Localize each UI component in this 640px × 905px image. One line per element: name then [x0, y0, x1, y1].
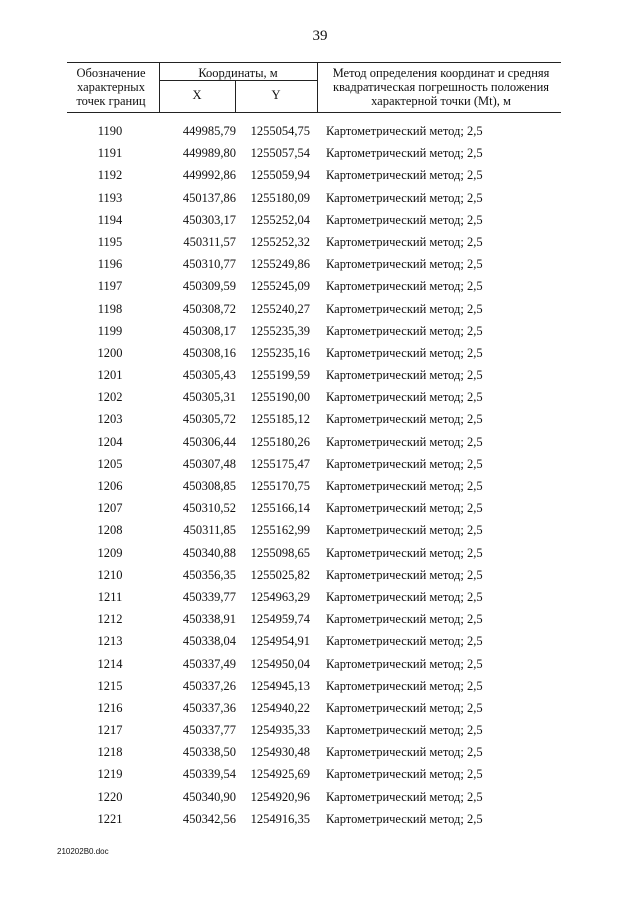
table-row — [0, 655, 640, 677]
table-row — [0, 122, 640, 144]
coord-y: 1254935,33 — [250, 723, 310, 738]
point-number: 1219 — [97, 767, 123, 782]
point-number: 1213 — [97, 634, 123, 649]
coord-x: 449989,80 — [182, 146, 236, 161]
header-x: X — [192, 88, 202, 102]
table-row — [0, 610, 640, 632]
table-row — [0, 632, 640, 654]
coord-y: 1255249,86 — [250, 257, 310, 272]
point-number: 1212 — [97, 612, 123, 627]
coord-x: 450311,85 — [183, 523, 236, 538]
coord-x: 450337,77 — [182, 723, 236, 738]
table-row — [0, 388, 640, 410]
coord-y: 1255190,00 — [250, 390, 310, 405]
coord-x: 450308,85 — [182, 479, 236, 493]
method-cell: Картометрический метод; 2,5 — [326, 412, 483, 427]
method-cell: Картометрический метод; 2,5 — [326, 634, 483, 649]
coord-x: 450305,31 — [182, 390, 236, 405]
method-cell: Картометрический метод; 2,5 — [326, 789, 483, 804]
point-number: 1220 — [97, 789, 123, 804]
footer-filename: 210202B0.doc — [57, 847, 109, 856]
coord-x: 450339,77 — [182, 589, 236, 604]
coord-x: 450337,49 — [182, 656, 236, 671]
coord-x: 450311,57 — [183, 234, 236, 249]
page-number: 39 — [312, 28, 328, 44]
method-cell: Картометрический метод; 2,5 — [326, 567, 483, 582]
point-number: 1218 — [97, 745, 123, 760]
method-cell: Картометрический метод; 2,5 — [326, 301, 483, 316]
table-row — [0, 211, 640, 233]
point-number: 1195 — [97, 234, 123, 249]
point-number: 1211 — [97, 589, 123, 604]
method-cell: Картометрический метод; 2,5 — [326, 323, 483, 338]
table-row — [0, 166, 640, 188]
coord-y: 1254916,35 — [250, 811, 310, 826]
coord-y: 1254925,69 — [250, 767, 310, 782]
method-cell: Картометрический метод; 2,5 — [326, 345, 483, 360]
point-number: 1192 — [97, 168, 123, 183]
point-number: 1209 — [97, 545, 123, 560]
header-designation: Обозначение характерных точек границ — [76, 66, 146, 108]
point-number: 1203 — [97, 412, 123, 427]
method-cell: Картометрический метод; 2,5 — [326, 124, 483, 138]
method-cell: Картометрический метод; 2,5 — [326, 479, 483, 493]
table-row — [0, 743, 640, 765]
coord-x: 450307,48 — [182, 456, 236, 471]
point-number: 1214 — [97, 656, 123, 671]
table-row — [0, 521, 640, 543]
coord-x: 450340,90 — [182, 789, 236, 804]
coord-y: 1254963,29 — [250, 589, 310, 604]
coord-y: 1255180,26 — [250, 434, 310, 449]
header-coordinates: Координаты, м — [198, 66, 278, 80]
point-number: 1198 — [97, 301, 123, 316]
method-cell: Картометрический метод; 2,5 — [326, 589, 483, 604]
coord-x: 450310,77 — [182, 257, 236, 272]
point-number: 1190 — [97, 124, 123, 138]
method-cell: Картометрический метод; 2,5 — [326, 656, 483, 671]
point-number: 1210 — [97, 567, 123, 582]
coord-y: 1255252,32 — [250, 234, 310, 249]
coord-x: 450337,36 — [182, 700, 236, 715]
table-row — [0, 410, 640, 432]
header-method: Метод определения координат и средняя квадратическая погрешность положения характерной точки (Mt), м — [332, 66, 550, 108]
method-cell: Картометрический метод; 2,5 — [326, 434, 483, 449]
method-cell: Картометрический метод; 2,5 — [326, 678, 483, 693]
coord-y: 1255180,09 — [250, 190, 310, 205]
coord-x: 450308,17 — [182, 323, 236, 338]
coord-y: 1255166,14 — [250, 501, 310, 516]
method-cell: Картометрический метод; 2,5 — [326, 612, 483, 627]
table-row — [0, 455, 640, 477]
method-cell: Картометрический метод; 2,5 — [326, 523, 483, 538]
coord-x: 449985,79 — [182, 124, 236, 138]
point-number: 1194 — [97, 212, 123, 227]
coord-y: 1255235,16 — [250, 345, 310, 360]
header-y: Y — [271, 88, 281, 102]
table-row — [0, 477, 640, 499]
coord-x: 450306,44 — [182, 434, 236, 449]
method-cell: Картометрический метод; 2,5 — [326, 368, 483, 383]
coord-y: 1254930,48 — [250, 745, 310, 760]
method-cell: Картометрический метод; 2,5 — [326, 234, 483, 249]
table-header — [67, 62, 561, 113]
method-cell: Картометрический метод; 2,5 — [326, 700, 483, 715]
coord-x: 449992,86 — [182, 168, 236, 183]
table-row — [0, 233, 640, 255]
table-row — [0, 433, 640, 455]
point-number: 1201 — [97, 368, 123, 383]
point-number: 1206 — [97, 479, 123, 493]
point-number: 1207 — [97, 501, 123, 516]
coord-x: 450303,17 — [182, 212, 236, 227]
table-row — [0, 544, 640, 566]
table-row — [0, 366, 640, 388]
coord-y: 1255199,59 — [250, 368, 310, 383]
point-number: 1191 — [97, 146, 123, 161]
coord-y: 1255170,75 — [250, 479, 310, 493]
coord-x: 450310,52 — [182, 501, 236, 516]
method-cell: Картометрический метод; 2,5 — [326, 745, 483, 760]
point-number: 1221 — [97, 811, 123, 826]
table-row — [0, 788, 640, 810]
method-cell: Картометрический метод; 2,5 — [326, 811, 483, 826]
table-row — [0, 322, 640, 344]
table-row — [0, 765, 640, 787]
table-row — [0, 277, 640, 299]
method-cell: Картометрический метод; 2,5 — [326, 212, 483, 227]
point-number: 1199 — [97, 323, 123, 338]
coord-y: 1254945,13 — [250, 678, 310, 693]
coord-y: 1255245,09 — [250, 279, 310, 294]
coord-y: 1255054,75 — [250, 124, 310, 138]
method-cell: Картометрический метод; 2,5 — [326, 501, 483, 516]
point-number: 1202 — [97, 390, 123, 405]
point-number: 1216 — [97, 700, 123, 715]
header-coordinates-underline — [159, 80, 317, 81]
coord-x: 450305,72 — [182, 412, 236, 427]
table-row — [0, 144, 640, 166]
coord-x: 450137,86 — [182, 190, 236, 205]
coord-x: 450305,43 — [182, 368, 236, 383]
coord-x: 450308,72 — [182, 301, 236, 316]
table-row — [0, 588, 640, 610]
table-row — [0, 189, 640, 211]
table-row — [0, 255, 640, 277]
coord-x: 450342,56 — [182, 811, 236, 826]
coord-x: 450308,16 — [182, 345, 236, 360]
table-row — [0, 810, 640, 832]
table-row — [0, 721, 640, 743]
coord-x: 450309,59 — [182, 279, 236, 294]
coord-x: 450337,26 — [182, 678, 236, 693]
table-row — [0, 300, 640, 322]
coord-y: 1255252,04 — [250, 212, 310, 227]
coord-y: 1255235,39 — [250, 323, 310, 338]
method-cell: Картометрический метод; 2,5 — [326, 168, 483, 183]
table-row — [0, 566, 640, 588]
table-row — [0, 344, 640, 366]
point-number: 1196 — [97, 257, 123, 272]
point-number: 1193 — [97, 190, 123, 205]
coord-x: 450338,91 — [182, 612, 236, 627]
coord-x: 450338,50 — [182, 745, 236, 760]
method-cell: Картометрический метод; 2,5 — [326, 257, 483, 272]
coord-y: 1254920,96 — [250, 789, 310, 804]
point-number: 1197 — [97, 279, 123, 294]
coord-y: 1255059,94 — [250, 168, 310, 183]
point-number: 1208 — [97, 523, 123, 538]
method-cell: Картометрический метод; 2,5 — [326, 723, 483, 738]
method-cell: Картометрический метод; 2,5 — [326, 767, 483, 782]
coord-x: 450356,35 — [182, 567, 236, 582]
point-number: 1205 — [97, 456, 123, 471]
coord-x: 450338,04 — [182, 634, 236, 649]
point-number: 1217 — [97, 723, 123, 738]
method-cell: Картометрический метод; 2,5 — [326, 545, 483, 560]
point-number: 1215 — [97, 678, 123, 693]
method-cell: Картометрический метод; 2,5 — [326, 190, 483, 205]
header-divider — [317, 63, 318, 112]
coord-y: 1255025,82 — [250, 567, 310, 582]
coord-y: 1254954,91 — [250, 634, 310, 649]
table-row — [0, 499, 640, 521]
point-number: 1204 — [97, 434, 123, 449]
coord-y: 1255098,65 — [250, 545, 310, 560]
coord-y: 1255162,99 — [250, 523, 310, 538]
coord-y: 1254940,22 — [250, 700, 310, 715]
method-cell: Картометрический метод; 2,5 — [326, 456, 483, 471]
coord-y: 1254959,74 — [250, 612, 310, 627]
method-cell: Картометрический метод; 2,5 — [326, 279, 483, 294]
coord-x: 450339,54 — [182, 767, 236, 782]
coord-x: 450340,88 — [182, 545, 236, 560]
method-cell: Картометрический метод; 2,5 — [326, 390, 483, 405]
table-row — [0, 699, 640, 721]
coord-y: 1255240,27 — [250, 301, 310, 316]
table-body — [0, 122, 640, 832]
point-number: 1200 — [97, 345, 123, 360]
coord-y: 1254950,04 — [250, 656, 310, 671]
coord-y: 1255185,12 — [250, 412, 310, 427]
table-row — [0, 677, 640, 699]
coord-y: 1255175,47 — [250, 456, 310, 471]
coord-y: 1255057,54 — [250, 146, 310, 161]
method-cell: Картометрический метод; 2,5 — [326, 146, 483, 161]
